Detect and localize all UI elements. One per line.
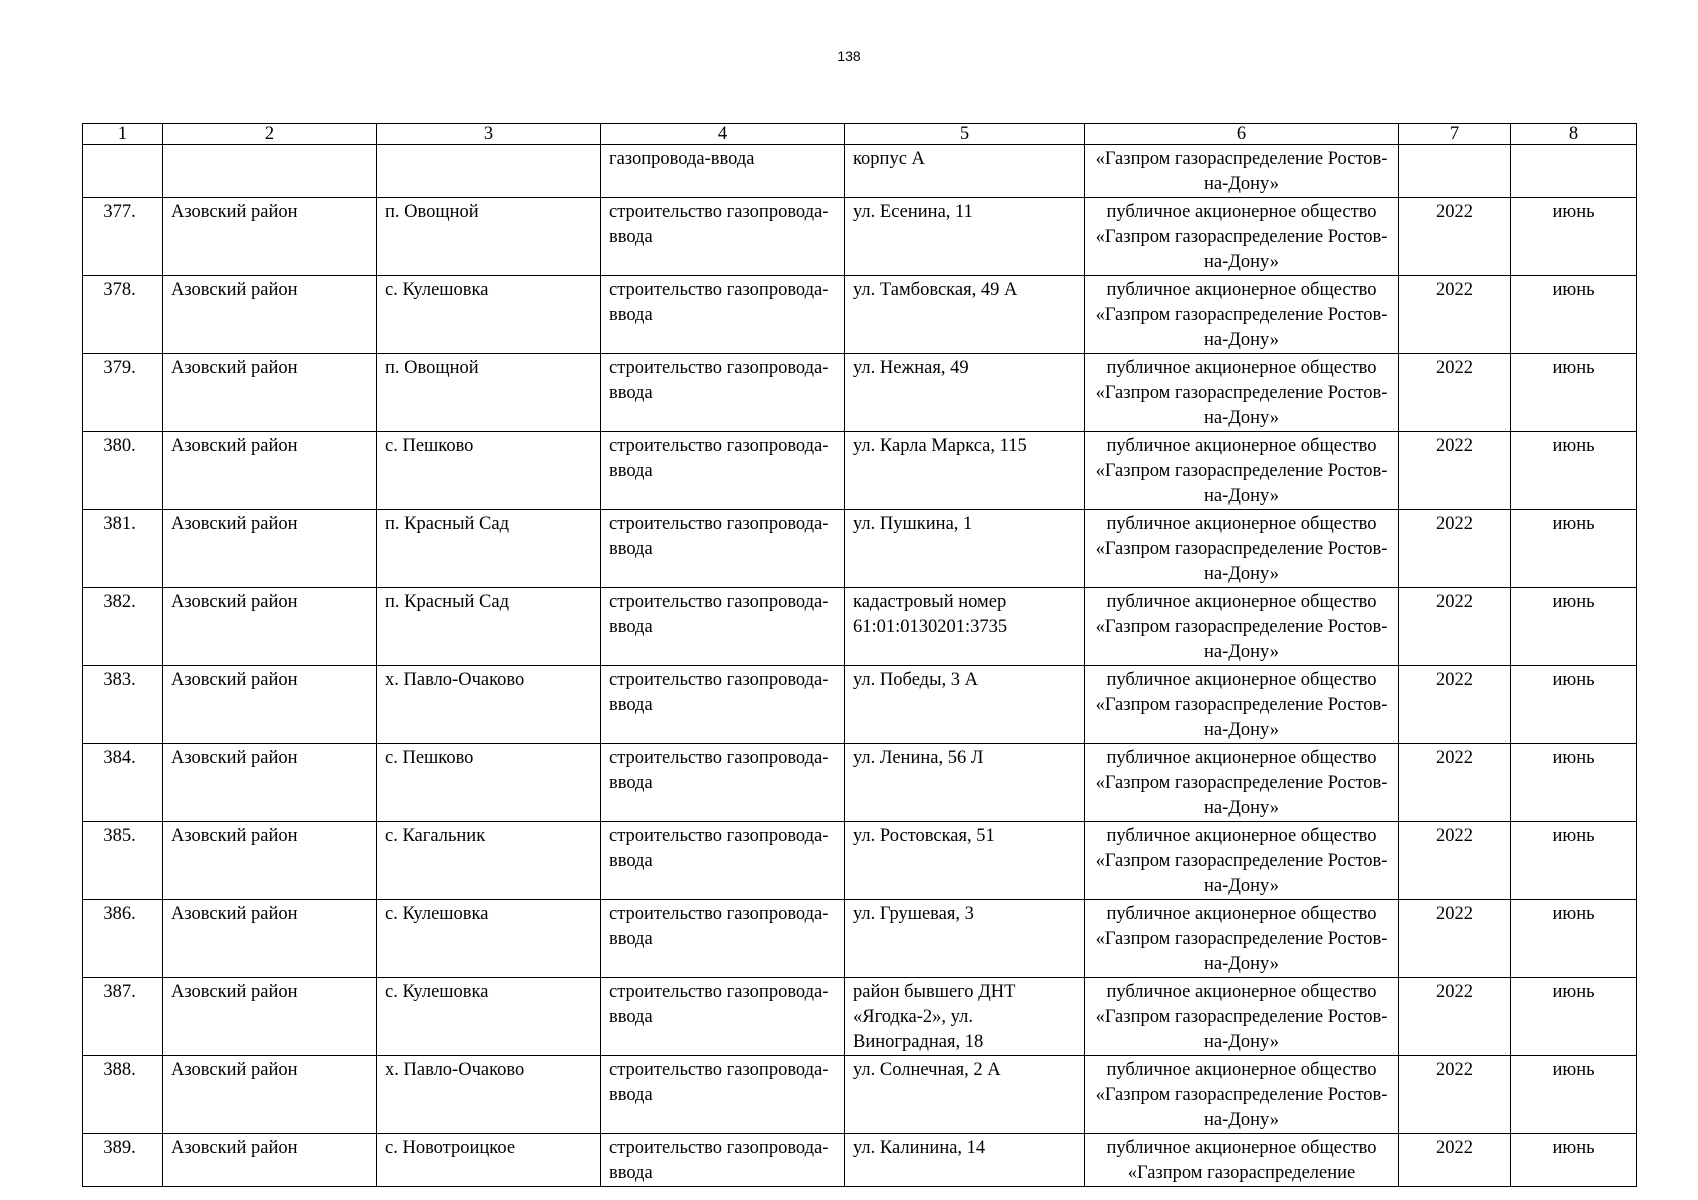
column-number-row (83, 124, 1637, 145)
cell-num (83, 145, 163, 198)
cell-month: июнь (1511, 666, 1637, 744)
cell-address: ул. Солнечная, 2 А (845, 1056, 1085, 1134)
cell-district: Азовский район (163, 666, 377, 744)
cell-num: 387. (83, 978, 163, 1056)
cell-work: строительство газопровода-ввода (601, 198, 845, 276)
cell-address: ул. Карла Маркса, 115 (845, 432, 1085, 510)
column-number: 3 (377, 124, 601, 145)
cell-work: строительство газопровода-ввода (601, 510, 845, 588)
cell-month: июнь (1511, 1056, 1637, 1134)
cell-district: Азовский район (163, 744, 377, 822)
cell-month: июнь (1511, 978, 1637, 1056)
cell-year: 2022 (1399, 822, 1511, 900)
cell-district: Азовский район (163, 822, 377, 900)
cell-settlement: с. Кулешовка (377, 276, 601, 354)
cell-work: строительство газопровода-ввода (601, 744, 845, 822)
cell-work: строительство газопровода-ввода (601, 822, 845, 900)
cell-settlement: х. Павло-Очаково (377, 1056, 601, 1134)
column-number: 4 (601, 124, 845, 145)
cell-year: 2022 (1399, 588, 1511, 666)
cell-year: 2022 (1399, 198, 1511, 276)
cell-num: 385. (83, 822, 163, 900)
cell-num: 382. (83, 588, 163, 666)
cell-settlement: с. Пешково (377, 744, 601, 822)
cell-settlement: с. Кагальник (377, 822, 601, 900)
cell-settlement: с. Новотроицкое (377, 1134, 601, 1187)
cell-work: строительство газопровода-ввода (601, 900, 845, 978)
cell-district: Азовский район (163, 1056, 377, 1134)
cell-address: ул. Калинина, 14 (845, 1134, 1085, 1187)
table-row (83, 978, 1637, 1056)
cell-address: ул. Ростовская, 51 (845, 822, 1085, 900)
cell-settlement: с. Пешково (377, 432, 601, 510)
cell-settlement: п. Красный Сад (377, 510, 601, 588)
cell-num: 388. (83, 1056, 163, 1134)
cell-year: 2022 (1399, 666, 1511, 744)
cell-district: Азовский район (163, 510, 377, 588)
cell-num: 378. (83, 276, 163, 354)
column-number: 8 (1511, 124, 1637, 145)
cell-address: ул. Пушкина, 1 (845, 510, 1085, 588)
table-row (83, 744, 1637, 822)
cell-year: 2022 (1399, 510, 1511, 588)
column-number: 6 (1085, 124, 1399, 145)
cell-org: публичное акционерное общество «Газпром газораспределение Ростов-на-Дону» (1085, 588, 1399, 666)
cell-work: строительство газопровода-ввода (601, 666, 845, 744)
table-body (83, 124, 1637, 1187)
cell-num: 389. (83, 1134, 163, 1187)
cell-year: 2022 (1399, 1134, 1511, 1187)
cell-month: июнь (1511, 822, 1637, 900)
cell-address: район бывшего ДНТ «Ягодка-2», ул. Виноградная, 18 (845, 978, 1085, 1056)
table-row (83, 822, 1637, 900)
cell-settlement: п. Овощной (377, 198, 601, 276)
cell-month: июнь (1511, 276, 1637, 354)
cell-work: строительство газопровода-ввода (601, 1134, 845, 1187)
table-row (83, 666, 1637, 744)
cell-org: публичное акционерное общество «Газпром газораспределение Ростов-на-Дону» (1085, 744, 1399, 822)
cell-settlement: с. Кулешовка (377, 900, 601, 978)
cell-org: публичное акционерное общество «Газпром газораспределение Ростов-на-Дону» (1085, 432, 1399, 510)
cell-address: ул. Грушевая, 3 (845, 900, 1085, 978)
continuation-row (83, 145, 1637, 198)
table-row (83, 432, 1637, 510)
cell-district: Азовский район (163, 588, 377, 666)
cell-num: 381. (83, 510, 163, 588)
cell-district: Азовский район (163, 432, 377, 510)
cell-district: Азовский район (163, 978, 377, 1056)
cell-num: 379. (83, 354, 163, 432)
cell-org: «Газпром газораспределение Ростов-на-Дону» (1085, 145, 1399, 198)
cell-address: ул. Есенина, 11 (845, 198, 1085, 276)
column-number: 1 (83, 124, 163, 145)
cell-settlement: п. Овощной (377, 354, 601, 432)
cell-district: Азовский район (163, 276, 377, 354)
table-row (83, 900, 1637, 978)
cell-month: июнь (1511, 354, 1637, 432)
cell-work: строительство газопровода-ввода (601, 354, 845, 432)
cell-num: 384. (83, 744, 163, 822)
cell-work: строительство газопровода-ввода (601, 978, 845, 1056)
column-number: 5 (845, 124, 1085, 145)
register-table (82, 123, 1637, 1187)
cell-num: 380. (83, 432, 163, 510)
cell-year: 2022 (1399, 1056, 1511, 1134)
cell-work: строительство газопровода-ввода (601, 1056, 845, 1134)
cell-num: 377. (83, 198, 163, 276)
cell-address: ул. Тамбовская, 49 А (845, 276, 1085, 354)
table-row (83, 198, 1637, 276)
cell-org: публичное акционерное общество «Газпром газораспределение Ростов-на-Дону» (1085, 510, 1399, 588)
cell-year: 2022 (1399, 276, 1511, 354)
cell-address: корпус А (845, 145, 1085, 198)
cell-district: Азовский район (163, 198, 377, 276)
cell-month: июнь (1511, 900, 1637, 978)
cell-org: публичное акционерное общество «Газпром газораспределение Ростов-на-Дону» (1085, 198, 1399, 276)
cell-org: публичное акционерное общество «Газпром газораспределение Ростов-на-Дону» (1085, 666, 1399, 744)
cell-address: ул. Ленина, 56 Л (845, 744, 1085, 822)
cell-month: июнь (1511, 588, 1637, 666)
cell-num: 386. (83, 900, 163, 978)
cell-org: публичное акционерное общество «Газпром газораспределение Ростов-на-Дону» (1085, 978, 1399, 1056)
cell-year: 2022 (1399, 900, 1511, 978)
cell-district (163, 145, 377, 198)
cell-work: строительство газопровода-ввода (601, 588, 845, 666)
table-row (83, 588, 1637, 666)
cell-month: июнь (1511, 744, 1637, 822)
table-row (83, 1056, 1637, 1134)
cell-month: июнь (1511, 1134, 1637, 1187)
table-row (83, 354, 1637, 432)
cell-district: Азовский район (163, 354, 377, 432)
cell-district: Азовский район (163, 1134, 377, 1187)
cell-org: публичное акционерное общество «Газпром газораспределение Ростов-на-Дону» (1085, 276, 1399, 354)
cell-work: газопровода-ввода (601, 145, 845, 198)
cell-year (1399, 145, 1511, 198)
cell-district: Азовский район (163, 900, 377, 978)
cell-year: 2022 (1399, 354, 1511, 432)
cell-settlement: п. Красный Сад (377, 588, 601, 666)
cell-work: строительство газопровода-ввода (601, 276, 845, 354)
cell-num: 383. (83, 666, 163, 744)
cell-year: 2022 (1399, 432, 1511, 510)
table-row (83, 510, 1637, 588)
cell-address: кадастровый номер 61:01:0130201:3735 (845, 588, 1085, 666)
table-row (83, 276, 1637, 354)
cell-month: июнь (1511, 198, 1637, 276)
cell-org: публичное акционерное общество «Газпром газораспределение Ростов-на-Дону» (1085, 354, 1399, 432)
cell-year: 2022 (1399, 744, 1511, 822)
cell-settlement: с. Кулешовка (377, 978, 601, 1056)
cell-month (1511, 145, 1637, 198)
cell-settlement: х. Павло-Очаково (377, 666, 601, 744)
cell-org: публичное акционерное общество «Газпром газораспределение Ростов-на-Дону» (1085, 1056, 1399, 1134)
cell-month: июнь (1511, 510, 1637, 588)
cell-work: строительство газопровода-ввода (601, 432, 845, 510)
table-row (83, 1134, 1637, 1187)
cell-org: публичное акционерное общество «Газпром газораспределение Ростов-на-Дону» (1085, 900, 1399, 978)
page-number: 138 (837, 48, 861, 64)
cell-month: июнь (1511, 432, 1637, 510)
column-number: 2 (163, 124, 377, 145)
cell-org: публичное акционерное общество «Газпром газораспределение (1085, 1134, 1399, 1187)
column-number: 7 (1399, 124, 1511, 145)
cell-address: ул. Нежная, 49 (845, 354, 1085, 432)
cell-address: ул. Победы, 3 А (845, 666, 1085, 744)
cell-year: 2022 (1399, 978, 1511, 1056)
cell-settlement (377, 145, 601, 198)
cell-org: публичное акционерное общество «Газпром газораспределение Ростов-на-Дону» (1085, 822, 1399, 900)
